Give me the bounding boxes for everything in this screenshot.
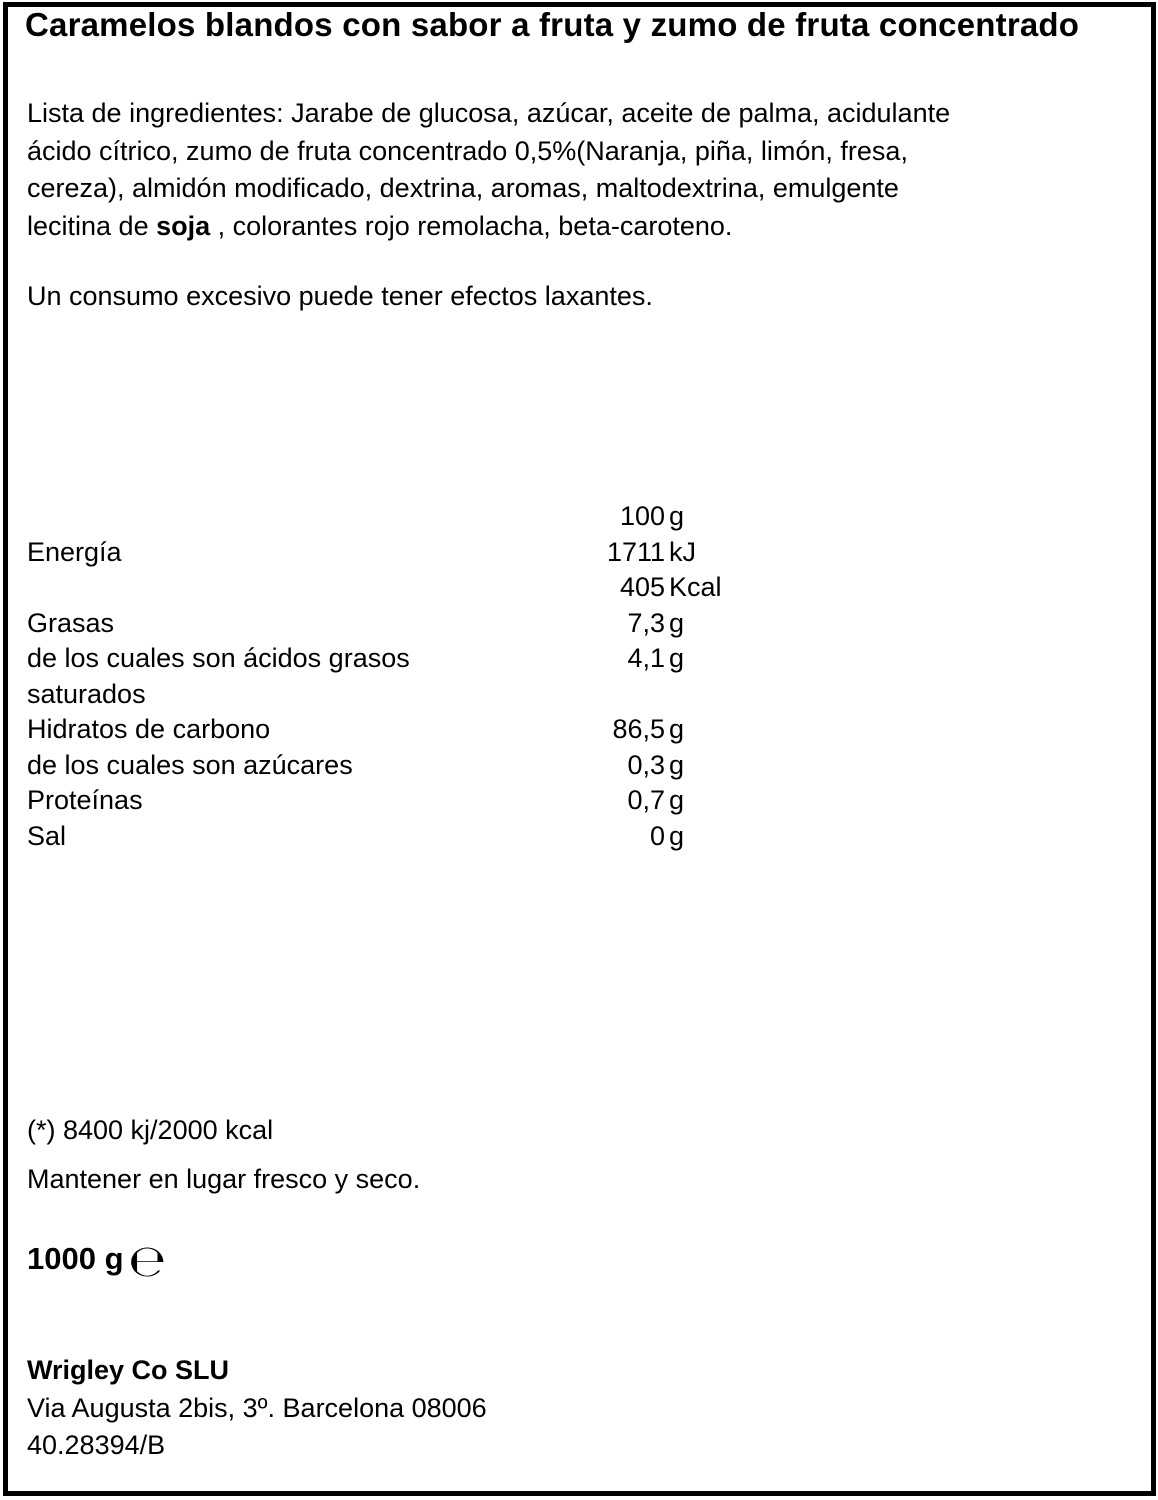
nutrient-unit: g	[669, 749, 685, 780]
ingredients-line-end: , colorantes rojo remolacha, beta-caroteno.	[210, 210, 733, 241]
serving-size-unit: g	[669, 501, 685, 531]
reference-intake-footnote: (*) 8400 kj/2000 kcal	[27, 1115, 274, 1145]
nutrition-row-energy-kj	[27, 535, 807, 571]
storage-instructions: Mantener en lugar fresco y seco.	[27, 1164, 421, 1194]
nutrition-row-salt	[27, 819, 807, 855]
nutrient-amount: 0,3	[627, 749, 665, 780]
nutrient-amount: 1711	[606, 536, 665, 567]
ingredients-line-start: lecitina de	[27, 210, 157, 241]
nutrition-column-header	[27, 499, 807, 535]
nutrient-amount: 86,5	[612, 714, 665, 744]
net-weight-value: 1000 g	[27, 1241, 124, 1276]
nutrient-label: Proteínas	[27, 785, 143, 815]
nutrient-label: Grasas	[27, 607, 115, 638]
nutrient-label: de los cuales son ácidos grasos saturados	[27, 643, 410, 709]
ingredients-text	[27, 95, 1127, 245]
nutrient-label: Sal	[27, 820, 67, 851]
product-title: Caramelos blandos con sabor a fruta y zumo de fruta concentrado	[25, 6, 1080, 43]
nutrient-amount: 0	[649, 820, 665, 851]
nutrition-row-energy-kcal	[27, 570, 807, 606]
nutrient-unit: g	[669, 643, 685, 673]
nutrition-row-sugars	[27, 748, 807, 784]
nutrient-label: Energía	[27, 536, 122, 567]
nutrition-row-fat	[27, 606, 807, 642]
laxative-warning: Un consumo excesivo puede tener efectos laxantes.	[27, 281, 653, 311]
net-weight	[27, 1236, 167, 1287]
nutrient-label: Hidratos de carbono	[27, 714, 271, 744]
ingredients-line: Lista de ingredientes: Jarabe de glucosa, azúcar, aceite de palma, acidulante	[27, 98, 951, 128]
nutrition-row-saturated-fat	[27, 641, 807, 712]
nutrient-unit: g	[669, 785, 685, 815]
nutrient-amount: 7,3	[627, 607, 665, 638]
manufacturer-block	[27, 1352, 487, 1465]
nutrition-row-carbohydrates	[27, 712, 807, 748]
ingredients-line: cereza), almidón modificado, dextrina, aromas, maltodextrina, emulgente	[27, 173, 899, 203]
nutrient-unit: Kcal	[669, 572, 722, 602]
estimated-sign-icon: ℮	[128, 1236, 167, 1287]
ingredients-line	[27, 208, 1127, 246]
nutrient-unit: g	[669, 820, 685, 851]
nutrition-table	[27, 499, 807, 854]
company-name: Wrigley Co SLU	[27, 1355, 230, 1385]
company-address: Via Augusta 2bis, 3º. Barcelona 08006	[27, 1392, 487, 1423]
nutrient-amount: 4,1	[627, 643, 665, 673]
nutrient-unit: g	[669, 607, 685, 638]
nutrient-amount: 405	[619, 572, 665, 602]
allergen-soja: soja	[156, 210, 211, 241]
serving-size-amount: 100	[619, 501, 665, 531]
company-registration: 40.28394/B	[27, 1430, 166, 1460]
nutrient-label: de los cuales son azúcares	[27, 749, 353, 780]
nutrient-unit: kJ	[669, 536, 696, 567]
nutrient-amount: 0,7	[627, 785, 665, 815]
nutrient-unit: g	[669, 714, 685, 744]
ingredients-line: ácido cítrico, zumo de fruta concentrado 0,5%(Naranja, piña, limón, fresa,	[27, 135, 908, 166]
nutrition-row-protein	[27, 783, 807, 819]
